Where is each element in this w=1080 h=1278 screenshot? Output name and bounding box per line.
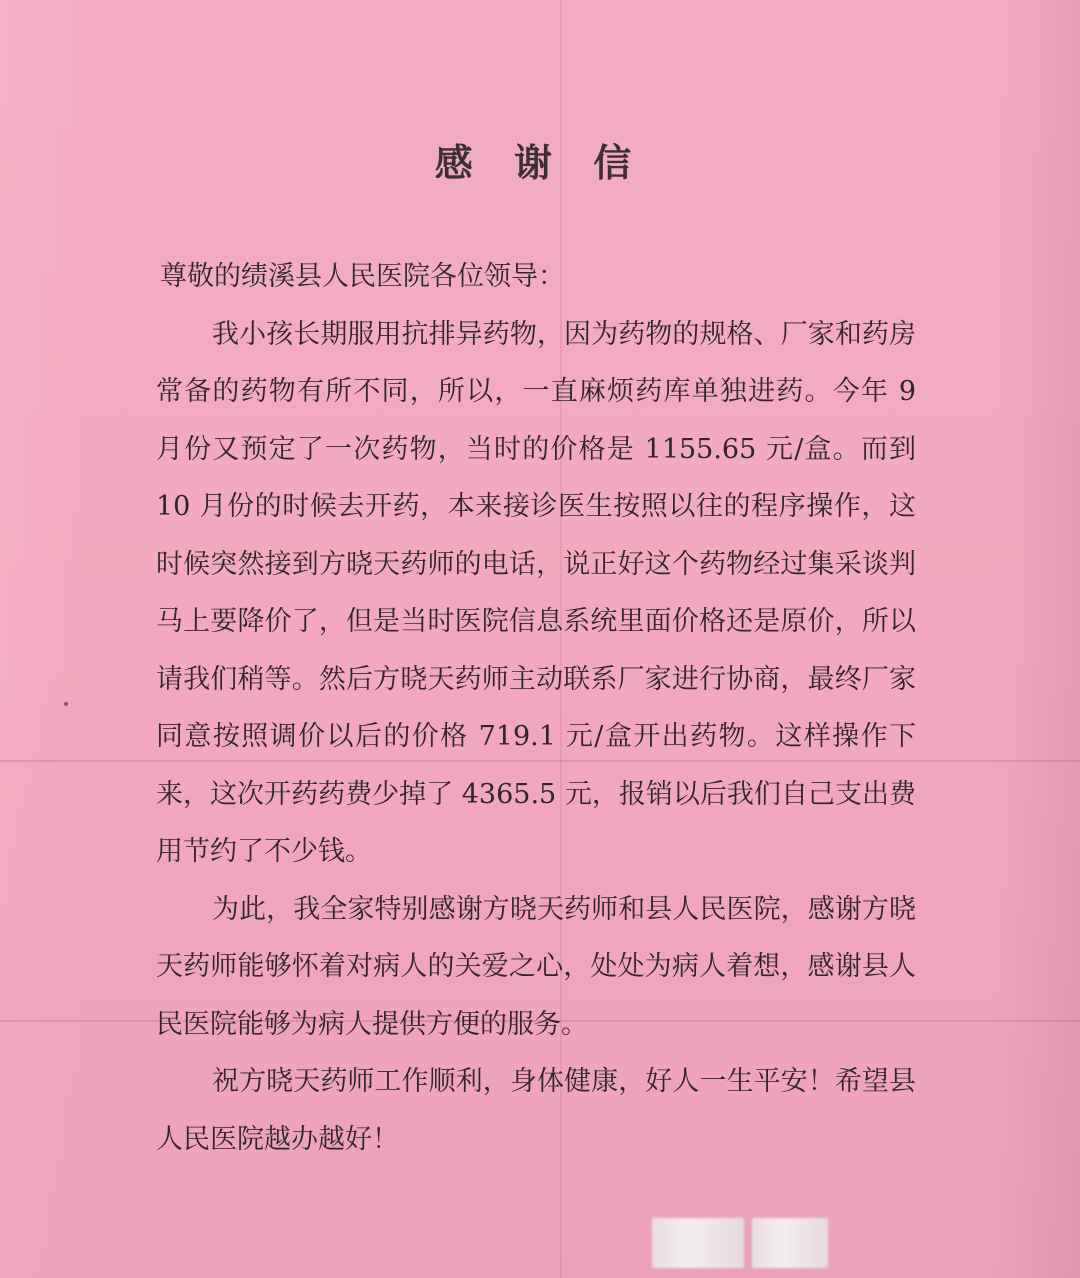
letter-paragraph: 为此，我全家特别感谢方晓天药师和县人民医院，感谢方晓天药师能够怀着对病人的关爱之心，处处为病人着想，感谢县人民医院能够为病人提供方便的服务。: [156, 893, 916, 1040]
letter-paragraph: 我小孩长期服用抗排异药物，因为药物的规格、厂家和药房常备的药物有所不同，所以，一直麻烦药库单独进药。今年 9 月份又预定了一次药物，当时的价格是 1155.65 元/盒。而到 10 月份的时候去开药，本来接诊医生按照以往的程序操作，这时候突然接到方晓天药师的电话，说正好这个药物经过集采谈判马上要降价了，但是当时医院信息系统里面价格还是原价，所以请我们稍等。然后方晓天药师主动联系厂家进行协商，最终厂家同意按照调价以后的价格 719.1 元/盒开出药物。这样操作下来，这次开药药费少掉了 4365.5 元，报销以后我们自己支出费用节约了不少钱。: [156, 318, 916, 867]
letter-title: 感 谢 信: [434, 141, 646, 185]
redacted-signature: [652, 1218, 744, 1268]
letter-salutation: 尊敬的绩溪县人民医院各位领导：: [160, 261, 565, 292]
letter-paragraph: 祝方晓天药师工作顺利，身体健康，好人一生平安！希望县人民医院越办越好！: [156, 1066, 916, 1155]
redacted-signature: [752, 1218, 828, 1268]
paper-speck: [64, 702, 68, 706]
letter-body: [156, 248, 916, 1168]
